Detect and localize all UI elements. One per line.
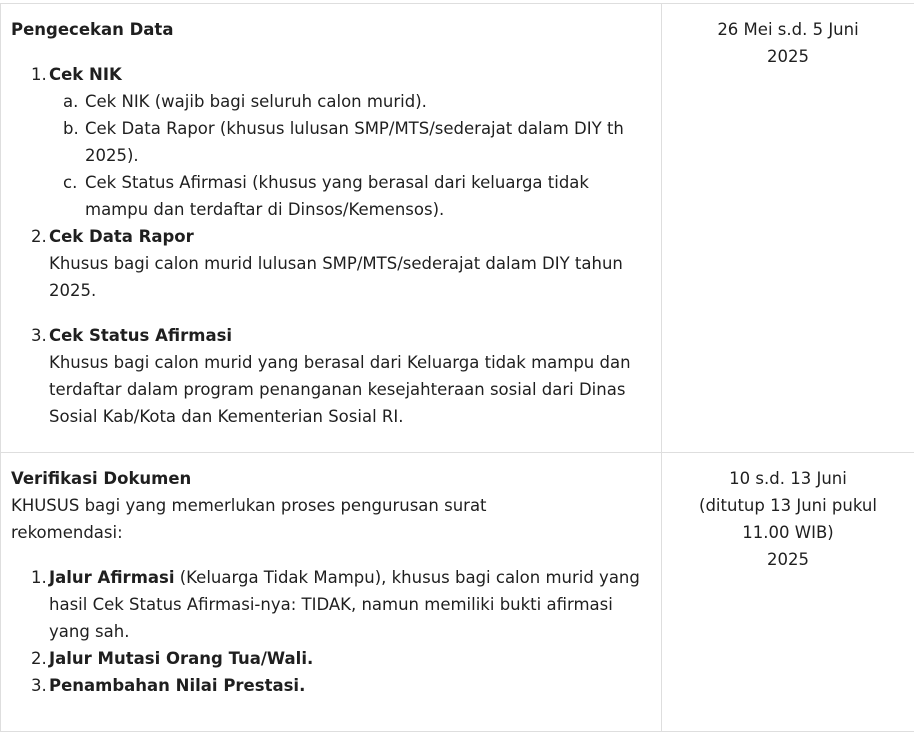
activity-cell [1,4,662,453]
sub-list-item [11,169,651,223]
list-marker: b. [63,115,79,142]
list-marker: 3. [31,322,47,349]
sub-list-text: Cek Status Afirmasi (khusus yang berasal dari keluarga tidak mampu dan terdaftar di Dinsos/Kemensos). [85,173,589,219]
list-marker: 2. [31,645,47,672]
table-row [1,4,914,453]
date-line: 11.00 WIB) [672,519,904,546]
list-marker: 1. [31,564,47,591]
list-item-label: Jalur Mutasi Orang Tua/Wali. [49,649,313,668]
date-line: 2025 [672,43,904,70]
section-title: Verifikasi Dokumen [11,465,651,492]
list-marker: a. [63,88,78,115]
date-line: 2025 [672,546,904,573]
activity-cell [1,453,662,732]
list-item [11,322,651,349]
list-item [11,672,651,699]
list-marker: c. [63,169,77,196]
date-line: 26 Mei s.d. 5 Juni [672,16,904,43]
date-cell [662,453,914,732]
list-item-label: Penambahan Nilai Prestasi. [49,676,305,695]
section-intro: KHUSUS bagi yang memerlukan proses pengurusan surat rekomendasi: [11,492,651,546]
list-marker: 3. [31,672,47,699]
date-line: 10 s.d. 13 Juni [672,465,904,492]
list-item-text: Khusus bagi calon murid yang berasal dari Keluarga tidak mampu dan terdaftar dalam program penanganan kesejahteraan sosial dari Dinas Sosial Kab/Kota dan Kementerian Sosial RI. [11,349,651,430]
list-item-label: Cek Status Afirmasi [49,326,232,345]
sub-list-text: Cek Data Rapor (khusus lulusan SMP/MTS/sederajat dalam DIY th 2025). [85,119,624,165]
list-item-label: Jalur Afirmasi [49,568,175,587]
sub-list-item [11,115,651,169]
schedule-table [0,3,914,732]
date-cell [662,4,914,453]
date-line: (ditutup 13 Juni pukul [672,492,904,519]
sub-list [11,88,651,223]
list-item [11,645,651,672]
list-item [11,223,651,250]
list-marker: 1. [31,61,47,88]
section-title: Pengecekan Data [11,16,651,43]
sub-list-text: Cek NIK (wajib bagi seluruh calon murid). [85,92,427,111]
list-item [11,564,651,645]
sub-list-item [11,88,651,115]
table-row [1,453,914,732]
list-item [11,61,651,88]
list-item-label: Cek Data Rapor [49,227,194,246]
list-marker: 2. [31,223,47,250]
list-item-text: (Keluarga Tidak Mampu), khusus bagi calon murid yang hasil Cek Status Afirmasi-nya: TIDAK, namun memiliki bukti afirmasi yang sah. [49,568,640,641]
list-item-text: Khusus bagi calon murid lulusan SMP/MTS/sederajat dalam DIY tahun 2025. [11,250,651,304]
list-item-label: Cek NIK [49,65,122,84]
